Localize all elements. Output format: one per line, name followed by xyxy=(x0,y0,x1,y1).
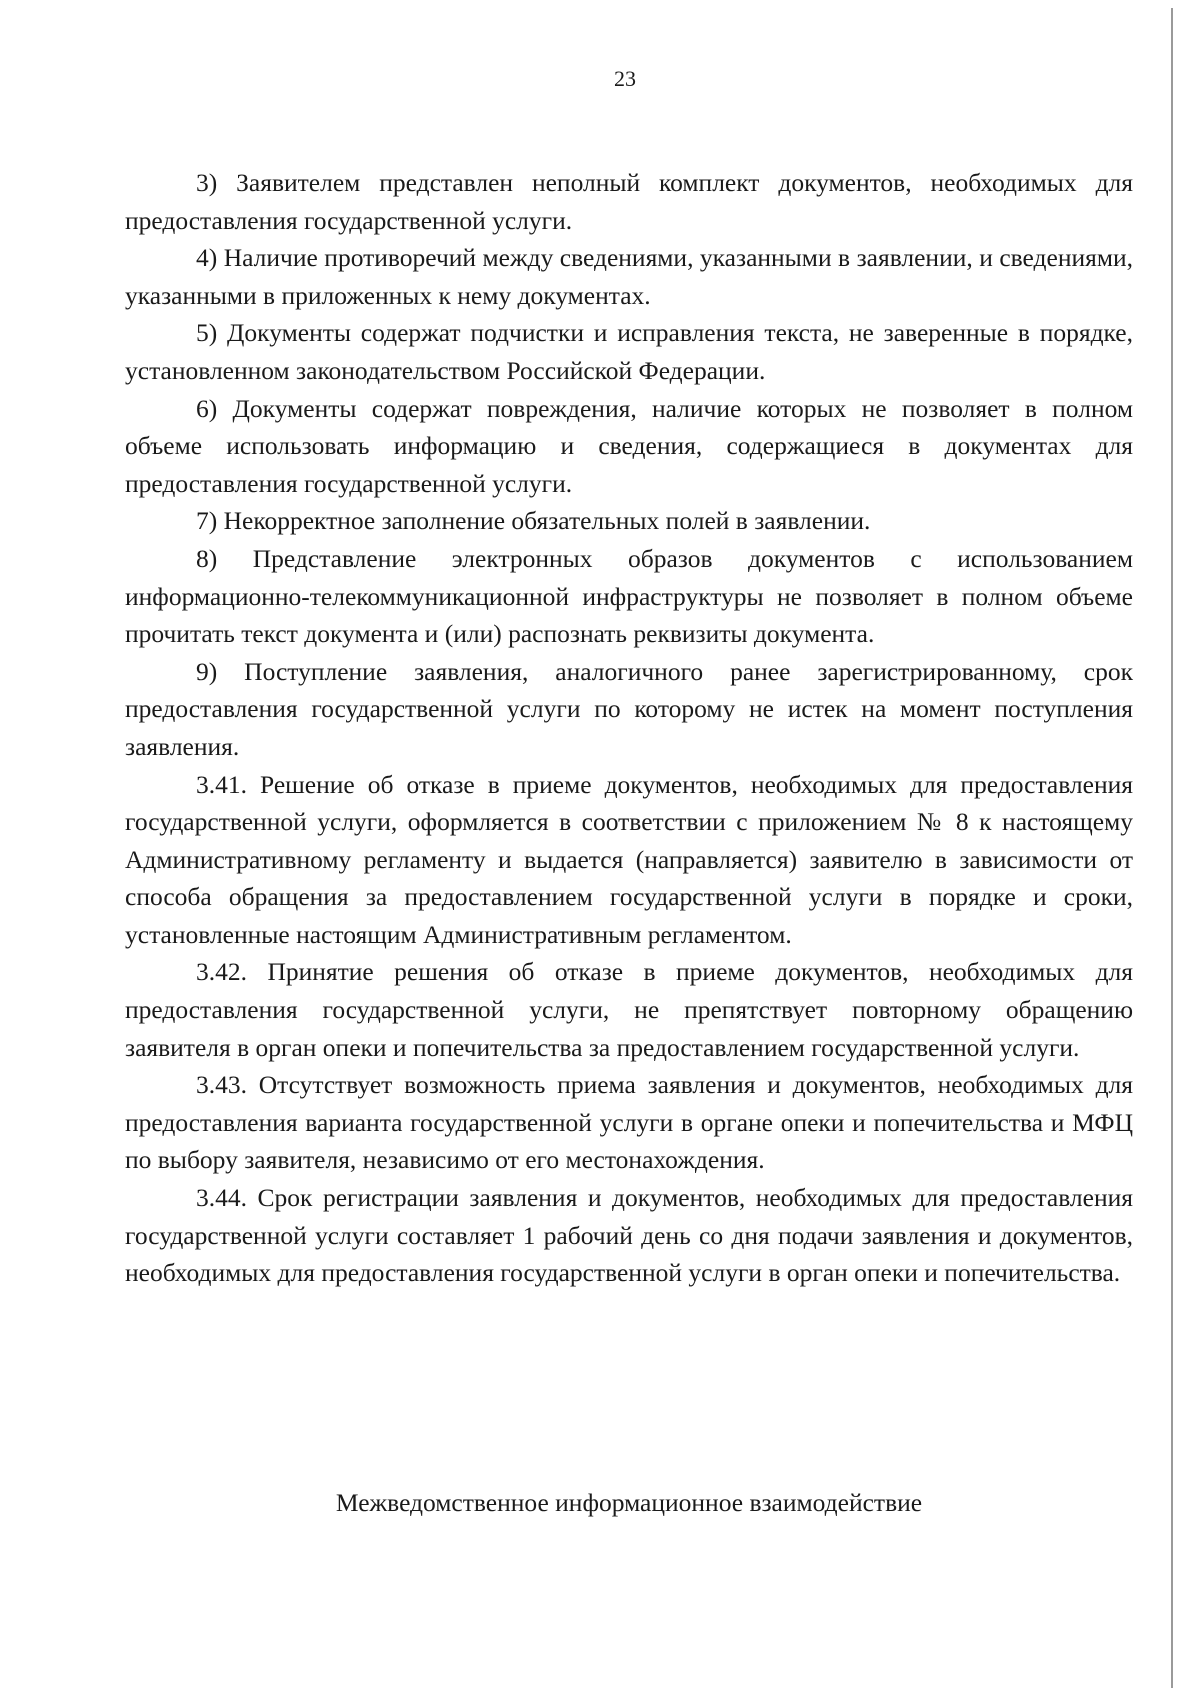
body-text xyxy=(125,164,1133,1292)
scan-edge-line xyxy=(1171,8,1173,1688)
paragraph-3-43: 3.43. Отсутствует возможность приема заявления и документов, необходимых для предоставления варианта государственной услуги в органе опеки и попечительства и МФЦ по выбору заявителя, независимо от его местонахождения. xyxy=(125,1070,1133,1175)
paragraph-3-44: 3.44. Срок регистрации заявления и документов, необходимых для предоставления государственной услуги составляет 1 рабочий день со дня подачи заявления и документов, необходимых для предоставления государственной услуги в орган опеки и попечительства. xyxy=(125,1183,1133,1288)
page-number: 23 xyxy=(614,66,636,91)
paragraph-item-8: 8) Представление электронных образов документов с использованием информационно-телекоммуникационной инфраструктуры не позволяет в полном объеме прочитать текст документа и (или) распознать реквизиты документа. xyxy=(125,543,1133,649)
paragraph-item-6: 6) Документы содержат повреждения, наличие которых не позволяет в полном объеме использовать информацию и сведения, содержащиеся в документах для предоставления государственной услуги. xyxy=(125,393,1133,498)
paragraph-item-3: 3) Заявителем представлен неполный комплект документов, необходимых для предоставления государственной услуги. xyxy=(125,168,1133,235)
paragraph-3-42: 3.42. Принятие решения об отказе в приеме документов, необходимых для предоставления государственной услуги, не препятствует повторному обращению заявителя в орган опеки и попечительства за предоставлением государственной услуги. xyxy=(125,957,1133,1062)
section-heading: Межведомственное информационное взаимодействие xyxy=(335,1488,923,1517)
paragraph-item-9: 9) Поступление заявления, аналогичного ранее зарегистрированному, срок предоставления государственной услуги по которому не истек на момент поступления заявления. xyxy=(125,656,1133,761)
paragraph-item-5: 5) Документы содержат подчистки и исправления текста, не заверенные в порядке, установленном законодательством Российской Федерации. xyxy=(125,318,1133,385)
paragraph-item-7: 7) Некорректное заполнение обязательных полей в заявлении. xyxy=(196,506,871,536)
paragraph-item-4: 4) Наличие противоречий между сведениями, указанными в заявлении, и сведениями, указанными в приложенных к нему документах. xyxy=(125,243,1133,310)
paragraph-3-41: 3.41. Решение об отказе в приеме документов, необходимых для предоставления государственной услуги, оформляется в соответствии с приложением № 8 к настоящему Административному регламенту и выдается (направляется) заявителю в зависимости от способа обращения за предоставлением государственной услуги в порядке и сроки, установленные настоящим Административным регламентом. xyxy=(125,769,1133,949)
